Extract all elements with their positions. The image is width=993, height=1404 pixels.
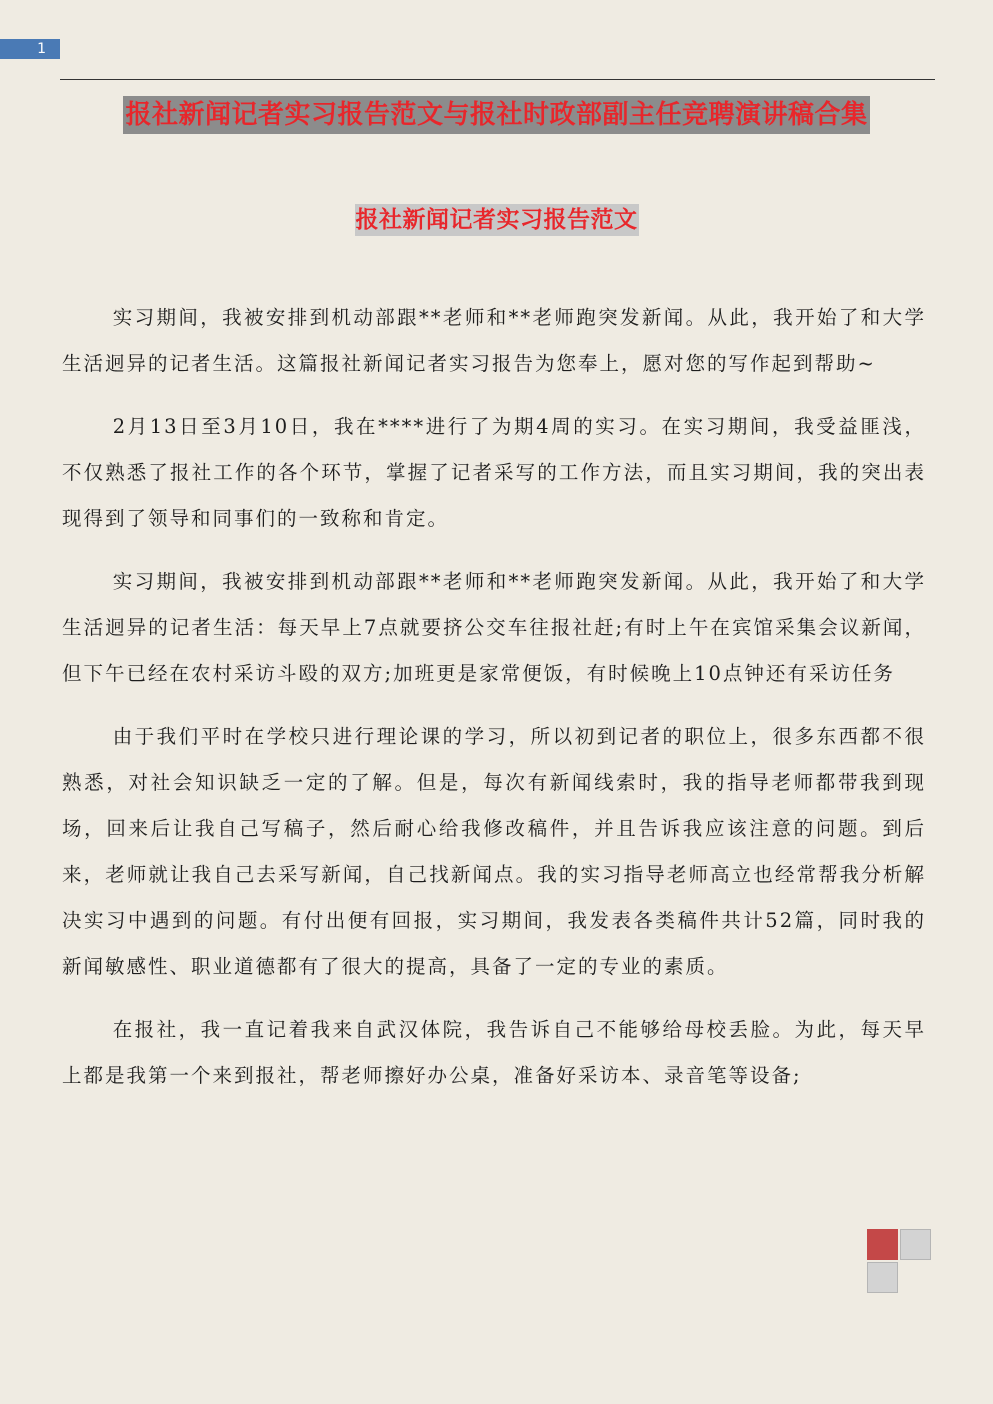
paragraph: 由于我们平时在学校只进行理论课的学习，所以初到记者的职位上，很多东西都不很熟悉，对社会知识缺乏一定的了解。但是，每次有新闻线索时，我的指导老师都带我到现场，回来后让我自己写稿子，然后耐心给我修改稿件，并且告诉我应该注意的问题。到后来，老师就让我自己去采写新闻，自己找新闻点。我的实习指导老师高立也经常帮我分析解决实习中遇到的问题。有付出便有回报，实习期间，我发表各类稿件共计52篇，同时我的新闻敏感性、职业道德都有了很大的提高，具备了一定的专业的素质。	[62, 725, 926, 978]
section-title-text: 报社新闻记者实习报告范文	[355, 204, 639, 236]
decorative-square-red	[867, 1229, 898, 1260]
section-title	[0, 204, 993, 236]
paragraph: 实习期间，我被安排到机动部跟**老师和**老师跑突发新闻。从此，我开始了和大学生活迥异的记者生活：每天早上7点就要挤公交车往报社赶;有时上午在宾馆采集会议新闻，但下午已经在农村采访斗殴的双方;加班更是家常便饭，有时候晚上10点钟还有采访任务	[62, 570, 926, 685]
document-title-text: 报社新闻记者实习报告范文与报社时政部副主任竞聘演讲稿合集	[123, 96, 869, 134]
page-number-tab: 1	[0, 39, 60, 59]
decorative-square-gray	[900, 1229, 931, 1260]
decorative-square-gray	[867, 1262, 898, 1293]
document-body	[62, 295, 926, 1116]
paragraph: 2月13日至3月10日，我在****进行了为期4周的实习。在实习期间，我受益匪浅，不仅熟悉了报社工作的各个环节，掌握了记者采写的工作方法，而且实习期间，我的突出表现得到了领导和同事们的一致称和肯定。	[62, 415, 926, 530]
document-title	[0, 96, 993, 134]
paragraph: 实习期间，我被安排到机动部跟**老师和**老师跑突发新闻。从此，我开始了和大学生活迥异的记者生活。这篇报社新闻记者实习报告为您奉上，愿对您的写作起到帮助~	[62, 306, 926, 375]
paragraph: 在报社，我一直记着我来自武汉体院，我告诉自己不能够给母校丢脸。为此，每天早上都是我第一个来到报社，帮老师擦好办公桌，准备好采访本、录音笔等设备;	[62, 1018, 926, 1087]
header-divider	[60, 79, 935, 80]
